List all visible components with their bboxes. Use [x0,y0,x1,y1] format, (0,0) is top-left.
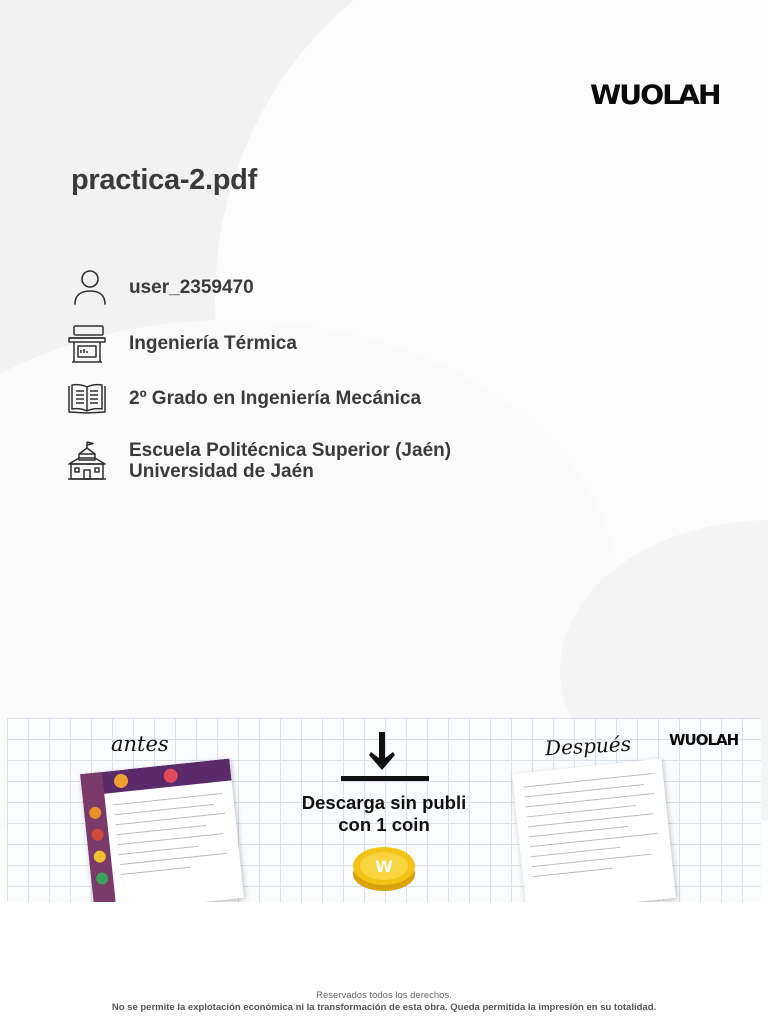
info-user [66,266,254,308]
clean-sheet-image [512,759,676,902]
subject-name: Ingeniería Térmica [129,332,297,354]
download-arrow-icon [339,730,431,786]
after-label: Después [544,731,632,761]
degree-name: 2º Grado en Ingeniería Mecánica [129,387,422,409]
svg-text:W: W [375,857,393,876]
school-line-1: Escuela Politécnica Superior (Jaén) [129,440,452,461]
coin-icon [350,842,418,894]
info-subject [66,322,297,364]
footer [0,990,768,1014]
open-book-icon [66,377,108,419]
cta-line-1: Descarga sin publi [301,792,467,813]
university-building-icon [66,440,108,482]
wuolah-logo[interactable]: WUOLAH [590,80,720,111]
document-title: practica-2.pdf [71,164,257,196]
school-line-2: Universidad de Jaén [129,461,314,482]
banner-wuolah-logo: WUOLAH [669,731,739,749]
footer-rights: Reservados todos los derechos. [316,990,452,1001]
footer-license: No se permite la explotación económica ni la transformación de esta obra. Queda permitida la impresión en su totalidad. [111,1002,657,1013]
before-label: antes [111,732,169,756]
info-degree [66,377,421,419]
sheet-with-ads-image [80,759,244,902]
user-name: user_2359470 [129,276,254,298]
info-school [66,440,451,482]
cta-line-2: con 1 coin [338,814,430,835]
user-icon [66,266,108,308]
promo-banner[interactable] [7,718,761,902]
download-without-ads-cta[interactable] [277,792,491,836]
classroom-desk-icon [66,322,108,364]
school-name [129,440,451,482]
